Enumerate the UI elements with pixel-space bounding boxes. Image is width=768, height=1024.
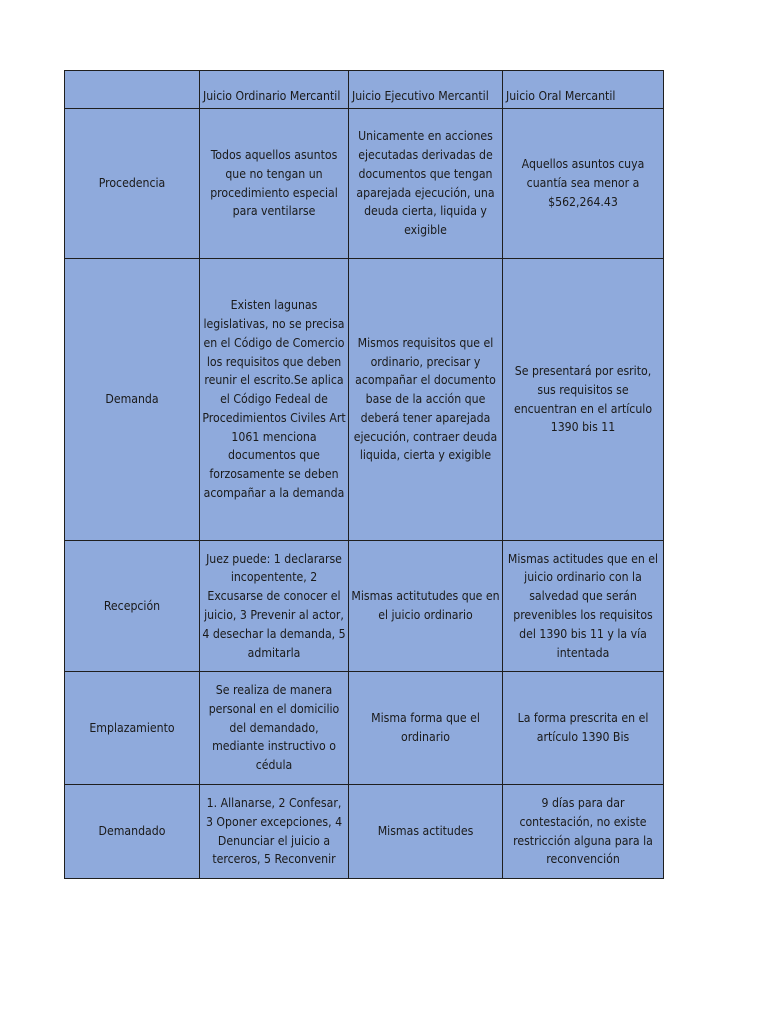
cell-oral: Se presentará por esrito, sus requisitos se encuentran en el artículo 1390 bis 11 xyxy=(503,259,664,541)
table-row xyxy=(65,672,664,785)
row-label-emplazamiento: Emplazamiento xyxy=(65,672,200,785)
cell-ejecutivo: Mismas actitudes xyxy=(349,785,503,879)
cell-ordinario: 1. Allanarse, 2 Confesar, 3 Oponer excepciones, 4 Denunciar el juicio a terceros, 5 Reconvenir xyxy=(200,785,349,879)
header-juicio-oral: Juicio Oral Mercantil xyxy=(503,71,664,109)
header-juicio-ordinario: Juicio Ordinario Mercantil xyxy=(200,71,349,109)
cell-ejecutivo: Mismos requisitos que el ordinario, precisar y acompañar el documento base de la acción que deberá tener aparejada ejecución, contraer deuda liquida, cierta y exigible xyxy=(349,259,503,541)
row-label-recepcion: Recepción xyxy=(65,541,200,672)
row-label-demandado: Demandado xyxy=(65,785,200,879)
cell-ordinario: Se realiza de manera personal en el domicilio del demandado, mediante instructivo o cédula xyxy=(200,672,349,785)
cell-ordinario: Juez puede: 1 declararse incopentente, 2 Excusarse de conocer el juicio, 3 Prevenir al actor, 4 desechar la demanda, 5 admitarla xyxy=(200,541,349,672)
cell-ordinario: Existen lagunas legislativas, no se precisa en el Código de Comercio los requisitos que deben reunir el escrito.Se aplica el Código Fedeal de Procedimientos Civiles Art 1061 menciona documentos que forzosamente se deben acompañar a la demanda xyxy=(200,259,349,541)
cell-ejecutivo: Misma forma que el ordinario xyxy=(349,672,503,785)
cell-oral: 9 días para dar contestación, no existe restricción alguna para la reconvención xyxy=(503,785,664,879)
row-label-procedencia: Procedencia xyxy=(65,109,200,259)
table-row xyxy=(65,259,664,541)
cell-oral: La forma prescrita en el artículo 1390 Bis xyxy=(503,672,664,785)
row-label-demanda: Demanda xyxy=(65,259,200,541)
header-cell-empty xyxy=(65,71,200,109)
header-row xyxy=(65,71,664,109)
cell-oral: Mismas actitudes que en el juicio ordinario con la salvedad que serán prevenibles los requisitos del 1390 bis 11 y la vía intentada xyxy=(503,541,664,672)
cell-ejecutivo: Unicamente en acciones ejecutadas derivadas de documentos que tengan aparejada ejecución, una deuda cierta, liquida y exigible xyxy=(349,109,503,259)
table-row xyxy=(65,785,664,879)
table-row xyxy=(65,109,664,259)
cell-ejecutivo: Mismas actitutudes que en el juicio ordinario xyxy=(349,541,503,672)
cell-oral: Aquellos asuntos cuya cuantía sea menor a $562,264.43 xyxy=(503,109,664,259)
cell-ordinario: Todos aquellos asuntos que no tengan un procedimiento especial para ventilarse xyxy=(200,109,349,259)
table-row xyxy=(65,541,664,672)
comparison-table xyxy=(64,70,664,879)
header-juicio-ejecutivo: Juicio Ejecutivo Mercantil xyxy=(349,71,503,109)
